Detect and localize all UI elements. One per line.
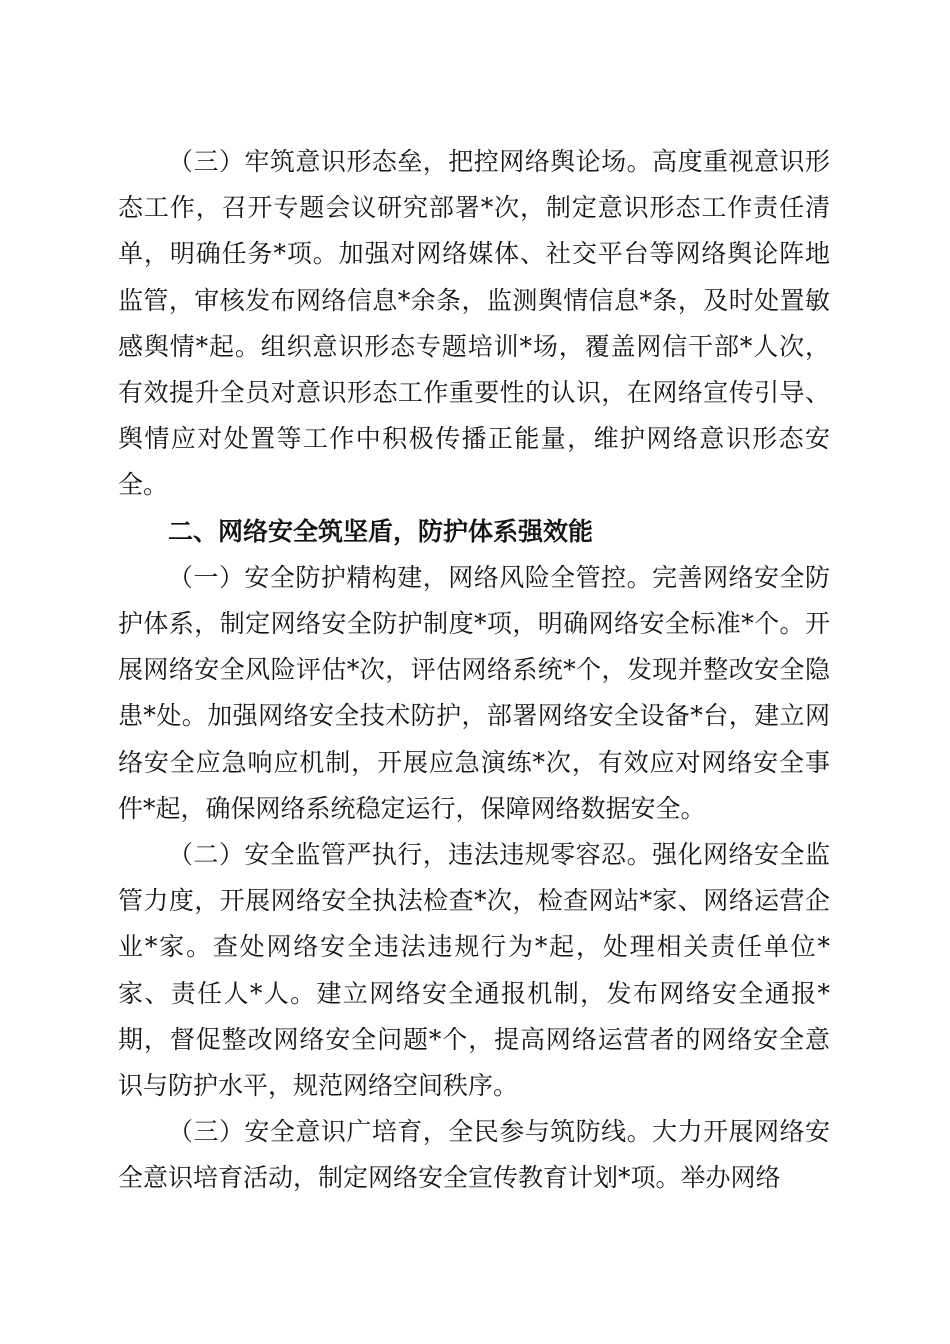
paragraph-text: 高度重视意识形态工作，召开专题会议研究部署*次，制定意识形态工作责任清单，明确任务*项。加强对网络媒体、社交平台等网络舆论阵地监管，审核发布网络信息*余条，监测舆情信息*条，及时处置敏感舆情*起。组织意识形态专题培训*场，覆盖网信干部*人次，有效提升全员对意识形态工作重要性的认识，在网络宣传引导、舆情应对处置等工作中积极传播正能量，维护网络意识形态安全。 [118,147,830,500]
paragraph-text: 强化网络安全监管力度，开展网络安全执法检查*次，检查网站*家、网络运营企业*家。查处网络安全违法违规行为*起，处理相关责任单位*家、责任人*人。建立网络安全通报机制，发布网络安全通报*期，督促整改网络安全问题*个，提高网络运营者的网络安全意识与防护水平，规范网络空间秩序。 [118,840,830,1101]
paragraph-text: 大力开展网络安全意识培育活动，制定网络安全宣传教育计划*项。举办网络 [118,1117,830,1193]
paragraph-awareness [118,1109,830,1201]
paragraph-lead: （三）安全意识广培育，全民参与筑防线。 [168,1117,653,1147]
paragraph-lead: （一）安全防护精构建，网络风险全管控。 [168,562,653,592]
paragraph-lead: （二）安全监管严执行，违法违规零容忍。 [168,840,653,870]
paragraph-supervision [118,832,830,1109]
paragraph-ideology [118,139,830,509]
document-body [118,139,830,1202]
section-heading: 二、网络安全筑坚盾，防护体系强效能 [168,516,594,546]
paragraph-protection [118,555,830,832]
paragraph-text: 完善网络安全防护体系，制定网络安全防护制度*项，明确网络安全标准*个。开展网络安全风险评估*次，评估网络系统*个，发现并整改安全隐患*处。加强网络安全技术防护，部署网络安全设备*台，建立网络安全应急响应机制，开展应急演练*次，有效应对网络安全事件*起，确保网络系统稳定运行，保障网络数据安全。 [118,562,830,823]
paragraph-lead: （三）牢筑意识形态垒，把控网络舆论场。 [168,147,653,176]
